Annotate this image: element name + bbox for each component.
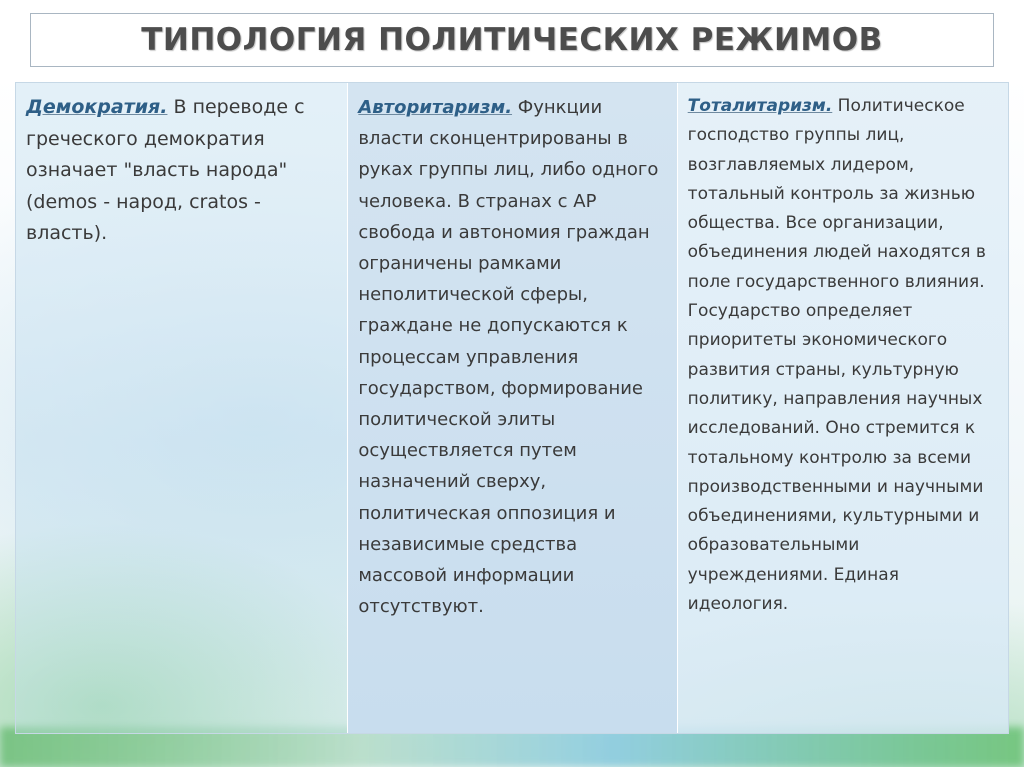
title-frame — [30, 13, 994, 67]
definition-authoritarianism: Функции власти сконцентрированы в руках группы лиц, либо одного человека. В странах с АР свобода и автономия граждан ограничены рамками неполитической сферы, граждане не допускаются к процессам управления государством, формирование политической элиты осуществляется путем назначений сверху, политическая оппозиция и независимые средства массовой информации отсутствуют. — [358, 97, 659, 618]
term-authoritarianism: Авторитаризм. — [358, 97, 513, 118]
cell-paragraph — [358, 92, 667, 622]
table-cell-totalitarianism — [678, 83, 1008, 733]
page-title: ТИПОЛОГИЯ ПОЛИТИЧЕСКИХ РЕЖИМОВ — [141, 22, 883, 58]
cell-paragraph — [26, 92, 338, 250]
term-totalitarianism: Тоталитаризм. — [687, 96, 833, 116]
definition-democracy: В переводе с греческого демократия означает "власть народа" (demos - народ, cratos - власть). — [26, 96, 305, 244]
table-cell-democracy — [16, 83, 348, 733]
regimes-table — [15, 82, 1009, 734]
table-cell-authoritarianism — [348, 83, 677, 733]
definition-totalitarianism: Политическое господство группы лиц, возглавляемых лидером, тотальный контроль за жизнью общества. Все организации, объединения людей находятся в поле государственного влияния. Государство определяет приоритеты экономического развития страны, культурную политику, направления научных исследований. Оно стремится к тотальному контролю за всеми производственными и научными объединениями, культурными и образовательными учреждениями. Единая идеология. — [687, 96, 986, 615]
term-democracy: Демократия. — [26, 96, 168, 118]
cell-paragraph — [688, 92, 999, 619]
